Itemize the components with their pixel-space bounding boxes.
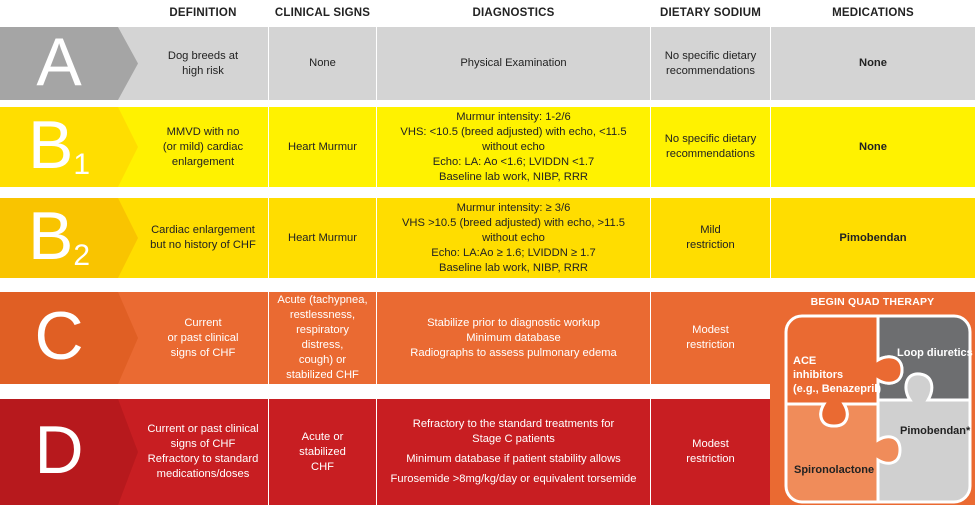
- column-separator: [268, 292, 269, 384]
- stage-marker: [0, 292, 138, 384]
- cell-line: Murmur intensity: 1-2/6: [456, 110, 571, 123]
- ace-line-2: inhibitors: [793, 369, 844, 381]
- stage-letter-main: C: [34, 298, 84, 374]
- cell-line: Stabilize prior to diagnostic workup: [427, 316, 600, 329]
- cell-line: restriction: [686, 453, 735, 465]
- pimobendan-label: Pimobendan*: [900, 425, 971, 437]
- column-separator: [770, 107, 771, 187]
- cell-diagnostics: [377, 27, 650, 100]
- cell-line: medications/doses: [156, 468, 250, 480]
- stage-marker: [0, 198, 138, 278]
- cell-line: restlessness,: [289, 309, 356, 321]
- cell-clinical-signs: [269, 292, 376, 384]
- cell-medications: [771, 198, 975, 278]
- cell-line: No specific dietary: [664, 49, 757, 62]
- cell-line: high risk: [182, 64, 224, 77]
- cell-line: (or mild) cardiac: [162, 140, 244, 153]
- cell-line: Physical Examination: [460, 57, 567, 69]
- cell-line: Baseline lab work, NIBP, RRR: [438, 261, 589, 274]
- cell-line: Heart Murmur: [288, 231, 357, 244]
- stage-letter: [0, 198, 118, 274]
- cell-dietary-sodium: [651, 198, 770, 278]
- cell-line: respiratory distress,: [296, 324, 349, 351]
- cell-line: Baseline lab work, NIBP, RRR: [438, 170, 589, 183]
- cell-line: Refractory to the standard treatments for: [412, 418, 615, 430]
- cell-diagnostics: [377, 107, 650, 187]
- cell-line: Murmur intensity: ≥ 3/6: [456, 201, 571, 214]
- cell-clinical-signs: [269, 399, 376, 505]
- column-separator: [376, 107, 377, 187]
- header-definition: DEFINITION: [169, 7, 237, 19]
- cell-line: Modest: [692, 324, 729, 336]
- cell-line: or past clinical: [167, 331, 239, 344]
- cell-line: Echo: LA:Ao ≥ 1.6; LVIDDN ≥ 1.7: [431, 246, 596, 259]
- stage-letter-main: A: [36, 23, 82, 100]
- cell-line: Echo: LA: Ao <1.6; LVIDDN <1.7: [432, 155, 595, 168]
- cell-line: None: [309, 57, 336, 69]
- column-separator: [268, 399, 269, 505]
- cell-line: Pimobendan: [839, 231, 907, 244]
- column-separator: [650, 107, 651, 187]
- column-separator: [376, 399, 377, 505]
- stage-letter: [0, 23, 118, 100]
- cell-definition: [138, 198, 268, 278]
- cell-line: signs of CHF: [170, 346, 236, 359]
- column-separator: [268, 27, 269, 100]
- cell-definition: [138, 107, 268, 187]
- cell-line: Furosemide >8mg/kg/day or equivalent torsemide: [390, 473, 637, 485]
- cell-line: cough) or: [298, 354, 347, 366]
- cell-line: Heart Murmur: [288, 140, 357, 153]
- cell-line: Dog breeds at: [167, 49, 239, 62]
- header-medications: MEDICATIONS: [832, 7, 914, 19]
- column-separator: [650, 292, 651, 384]
- stage-letter-sub: 2: [73, 239, 91, 272]
- cell-line: recommendations: [666, 148, 755, 160]
- cell-line: CHF: [310, 460, 334, 473]
- column-separator: [268, 107, 269, 187]
- cell-medications: [771, 107, 975, 187]
- cell-clinical-signs: [269, 107, 376, 187]
- cell-line: MMVD with no: [166, 125, 240, 138]
- cell-line: VHS >10.5 (breed adjusted) with echo, >11.5 without echo: [401, 216, 626, 244]
- cell-line: stabilized: [299, 445, 346, 458]
- quad-therapy-title: BEGIN QUAD THERAPY: [810, 296, 935, 308]
- cell-line: Minimum database: [466, 331, 561, 344]
- stage-letter: [0, 298, 118, 374]
- cell-line: enlargement: [171, 155, 235, 168]
- stage-letter: [0, 107, 118, 183]
- column-separator: [650, 198, 651, 278]
- spironolactone-label: Spironolactone: [794, 464, 875, 476]
- cell-line: Current or past clinical: [147, 423, 259, 435]
- stage-letter-main: B: [27, 198, 74, 274]
- cell-line: Minimum database if patient stability allows: [406, 453, 621, 465]
- cell-line: Refractory to standard: [147, 453, 259, 465]
- column-separator: [268, 198, 269, 278]
- cell-line: Current: [184, 316, 222, 329]
- stage-marker: [0, 399, 138, 505]
- cell-line: restriction: [686, 239, 735, 251]
- stage-letter-main: D: [34, 412, 84, 488]
- cell-definition: [138, 292, 268, 384]
- cell-line: Acute (tachypnea,: [277, 294, 368, 306]
- header-dietary-sodium: DIETARY SODIUM: [660, 7, 761, 19]
- stage-letter: [0, 412, 118, 488]
- cell-line: None: [859, 57, 887, 69]
- cell-line: Stage C patients: [472, 433, 555, 445]
- column-separator: [650, 27, 651, 100]
- stage-letter-main: B: [27, 107, 74, 183]
- cell-dietary-sodium: [651, 107, 770, 187]
- ace-line-1: ACE: [793, 355, 817, 367]
- column-separator: [376, 27, 377, 100]
- cell-clinical-signs: [269, 198, 376, 278]
- cell-line: restriction: [686, 339, 735, 351]
- cell-clinical-signs: [269, 27, 376, 100]
- column-separator: [376, 292, 377, 384]
- loop-diuretics-label: Loop diuretics: [897, 347, 973, 359]
- cell-dietary-sodium: [651, 399, 770, 505]
- cell-medications: [771, 27, 975, 100]
- stage-letter-sub: 1: [73, 148, 91, 181]
- cell-dietary-sodium: [651, 27, 770, 100]
- cell-line: VHS: <10.5 (breed adjusted) with echo, <11.5 without echo: [400, 125, 627, 153]
- cell-diagnostics: [377, 399, 650, 505]
- cell-dietary-sodium: [651, 292, 770, 384]
- cell-line: stabilized CHF: [286, 369, 359, 381]
- stage-marker: [0, 23, 138, 100]
- header-clinical-signs: CLINICAL SIGNS: [274, 7, 371, 19]
- ace-inhibitors-label: [793, 354, 881, 396]
- column-separator: [650, 399, 651, 505]
- cell-line: Radiographs to assess pulmonary edema: [410, 346, 617, 359]
- cell-line: None: [859, 140, 887, 153]
- cell-diagnostics: [377, 198, 650, 278]
- stage-marker: [0, 107, 138, 187]
- cell-line: recommendations: [666, 64, 755, 77]
- cell-line: signs of CHF: [170, 438, 236, 450]
- cell-line: Acute or: [301, 430, 344, 443]
- cell-definition: [138, 27, 268, 100]
- cell-line: but no history of CHF: [150, 239, 256, 251]
- cell-line: Modest: [692, 438, 729, 450]
- cell-line: No specific dietary: [664, 133, 757, 145]
- header-diagnostics: DIAGNOSTICS: [472, 7, 555, 19]
- ace-line-3: (e.g., Benazepril): [793, 383, 882, 395]
- column-separator: [376, 198, 377, 278]
- cell-line: Mild: [700, 224, 721, 236]
- cell-diagnostics: [377, 292, 650, 384]
- column-separator: [770, 198, 771, 278]
- cell-definition: [138, 399, 268, 505]
- cell-line: Cardiac enlargement: [151, 224, 255, 236]
- column-separator: [770, 27, 771, 100]
